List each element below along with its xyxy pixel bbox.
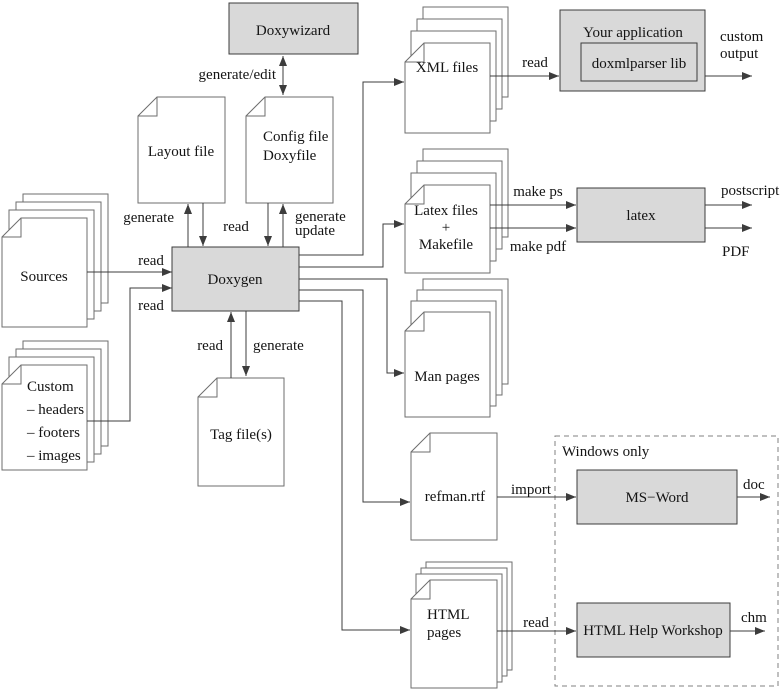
edge-msword-to-doc-label: doc [743, 477, 765, 493]
xml-files-label: XML files [415, 60, 479, 76]
edge-html-to-workshop-read-label: read [523, 615, 549, 631]
refman-rtf-doc [411, 433, 497, 540]
doxygen-label: Doxygen [207, 272, 263, 288]
edge-doxygen-to-man-pages [299, 279, 404, 373]
edge-doxywizard-config-generate-edit-label: generate/edit [198, 67, 276, 83]
man-pages-label: Man pages [414, 369, 480, 385]
tag-file-label: Tag file(s) [210, 427, 272, 443]
edge-doxygen-to-html-pages [299, 301, 410, 630]
config-file-label: Config file Doxyfile [263, 129, 329, 164]
edge-doxygen-to-refman [299, 290, 410, 502]
edge-layout-to-doxygen-read-label: read [223, 219, 249, 235]
page-front [405, 312, 490, 417]
edge-application-to-custom-output-label: custom output [720, 29, 764, 62]
your-application-label: Your application [583, 25, 683, 41]
layout-file-label: Layout file [147, 144, 215, 160]
refman-rtf-label: refman.rtf [424, 489, 486, 505]
page-front [411, 433, 497, 540]
edge-doxygen-to-tag-generate-label: generate [253, 338, 304, 354]
html-help-workshop-label: HTML Help Workshop [583, 623, 723, 639]
html-pages-label: HTML pages [427, 607, 470, 641]
edge-doxygen-to-layout-generate-label: generate [123, 210, 174, 226]
sources-stack [2, 194, 108, 327]
edge-custom-to-doxygen-label: read [138, 298, 164, 314]
edge-tag-to-doxygen-read-label: read [197, 338, 223, 354]
edge-xml-to-application-read-label: read [522, 55, 548, 71]
page-front [405, 43, 490, 133]
edge-workshop-to-chm-label: chm [741, 610, 767, 626]
edge-refman-to-msword-import-label: import [511, 482, 551, 498]
edge-latex-files-make-ps-label: make ps [513, 184, 563, 200]
edge-latex-files-make-pdf-label: make pdf [509, 239, 567, 255]
latex-label: latex [626, 208, 656, 224]
custom-files-label: Custom – headers – footers – images [27, 379, 85, 464]
doxmlparser-lib-label: doxmlparser lib [591, 56, 687, 72]
windows-only-label: Windows only [562, 444, 650, 460]
edge-sources-to-doxygen-label: read [138, 253, 164, 269]
man-pages-stack [405, 279, 508, 417]
edge-doxygen-to-config-generate-update-label: generate update [295, 209, 346, 239]
edge-latex-to-pdf-label: PDF [722, 244, 750, 260]
sources-label: Sources [20, 269, 68, 285]
latex-files-label: Latex files + Makefile [414, 203, 478, 253]
doxywizard-label: Doxywizard [255, 23, 331, 39]
ms-word-label: MS−Word [625, 490, 689, 506]
edge-latex-to-postscript-label: postscript [721, 183, 780, 199]
